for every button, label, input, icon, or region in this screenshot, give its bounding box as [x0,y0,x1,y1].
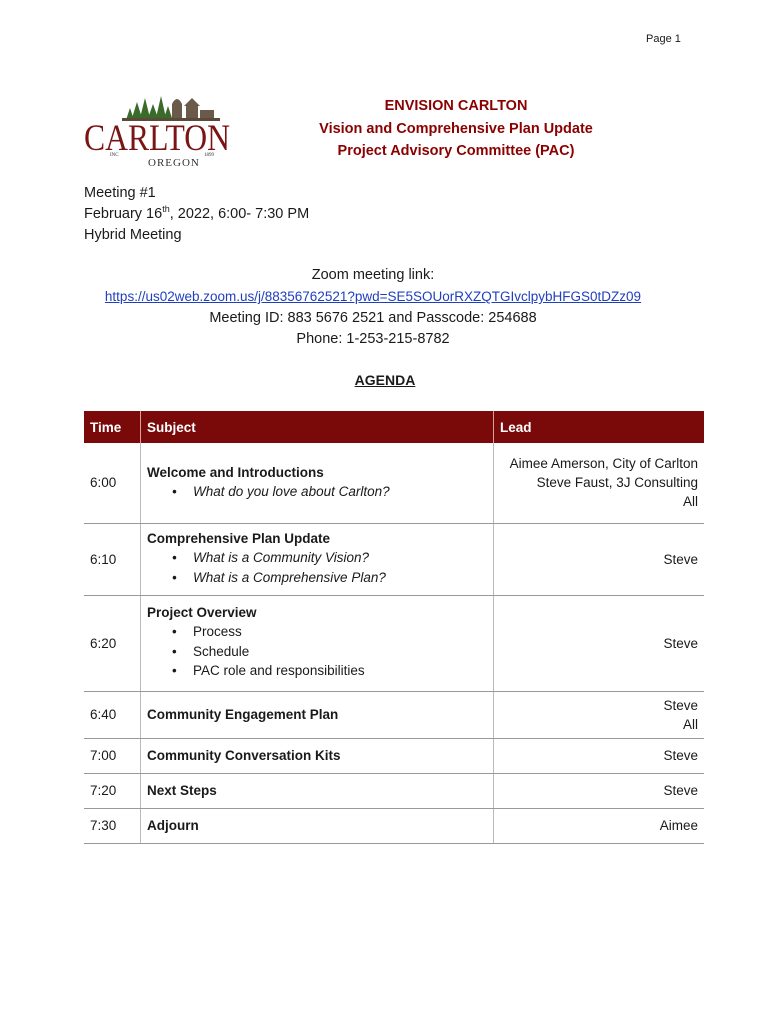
meeting-number: Meeting #1 [84,185,156,201]
agenda-time: 6:40 [84,691,141,738]
agenda-heading: AGENDA [354,372,416,388]
agenda-row [84,595,704,691]
agenda-bullet: • Process [193,622,487,642]
svg-text:INC: INC [110,153,119,158]
agenda-lead-cell [494,595,705,691]
agenda-subject-cell [141,773,494,808]
page-number: Page 1 [646,33,681,45]
title-line-1: ENVISION CARLTON [384,98,528,114]
agenda-lead: Steve [663,748,698,763]
agenda-time: 6:10 [84,523,141,595]
agenda-subject: Comprehensive Plan Update [147,531,331,546]
agenda-row [84,738,704,773]
agenda-row [84,523,704,595]
meeting-date: February 16th, 2022, 6:00- 7:30 PM [84,204,310,222]
meeting-info [84,183,309,246]
agenda-lead-cell [494,691,705,738]
agenda-row [84,443,704,523]
agenda-subject-cell [141,595,494,691]
document-title-block [300,95,612,163]
agenda-lead: Steve Faust, 3J Consulting [536,475,698,491]
svg-text:1899: 1899 [204,153,214,158]
agenda-subject-cell [141,523,494,595]
agenda-time: 6:20 [84,595,141,691]
agenda-lead: Steve [663,783,698,798]
agenda-bullets [147,482,487,502]
agenda-row [84,691,704,738]
agenda-subject: Project Overview [147,605,257,621]
agenda-subject-cell [141,443,494,523]
agenda-time: 6:00 [84,443,141,523]
agenda-subject: Welcome and Introductions [147,464,324,480]
agenda-lead-cell [494,523,705,595]
header-subject: Subject [141,411,494,443]
agenda-subject: Next Steps [147,783,217,798]
agenda-bullet: • What is a Community Vision? [193,548,487,568]
agenda-subject: Adjourn [147,818,199,833]
agenda-bullet: • Schedule [193,642,487,662]
agenda-subject-cell [141,808,494,843]
agenda-lead: All [682,716,698,732]
header-time: Time [84,411,141,443]
agenda-bullet: • What is a Comprehensive Plan? [193,568,487,588]
agenda-subject: Community Engagement Plan [147,707,339,722]
agenda-header-row [84,411,704,443]
header-lead: Lead [494,411,705,443]
agenda-row [84,773,704,808]
zoom-label: Zoom meeting link: [311,267,435,283]
agenda-lead: Steve [663,697,698,713]
agenda-bullet: • What do you love about Carlton? [193,482,487,502]
agenda-lead-cell [494,738,705,773]
zoom-info [60,265,686,350]
meeting-phone: Phone: 1-253-215-8782 [296,331,450,347]
title-line-3: Project Advisory Committee (PAC) [337,143,575,159]
agenda-time: 7:00 [84,738,141,773]
agenda-row [84,808,704,843]
agenda-table [84,411,704,844]
agenda-lead: Steve [663,551,698,567]
zoom-link[interactable]: https://us02web.zoom.us/j/88356762521?pwd=SE5SOUorRXZQTGIvclpybHFGS0tDZz09 [104,289,642,304]
agenda-lead-cell [494,808,705,843]
carlton-logo [82,90,232,168]
agenda-bullets [147,622,487,681]
title-line-2: Vision and Comprehensive Plan Update [319,120,593,137]
agenda-lead-cell [494,443,705,523]
agenda-subject-cell [141,691,494,738]
logo-subtitle: OREGON [148,157,200,168]
agenda-lead: Aimee [659,818,698,833]
agenda-lead: All [682,494,698,510]
agenda-lead-cell [494,773,705,808]
meeting-type: Hybrid Meeting [84,227,182,243]
agenda-lead: Aimee Amerson, City of Carlton [509,456,698,472]
logo-wordmark: CARLTON [84,118,230,159]
agenda-bullets [147,548,487,587]
agenda-time: 7:30 [84,808,141,843]
agenda-subject: Community Conversation Kits [147,748,341,763]
agenda-lead: Steve [663,635,698,651]
agenda-time: 7:20 [84,773,141,808]
agenda-subject-cell [141,738,494,773]
meeting-id: Meeting ID: 883 5676 2521 and Passcode: 254688 [209,310,537,326]
agenda-bullet: • PAC role and responsibilities [193,661,487,681]
